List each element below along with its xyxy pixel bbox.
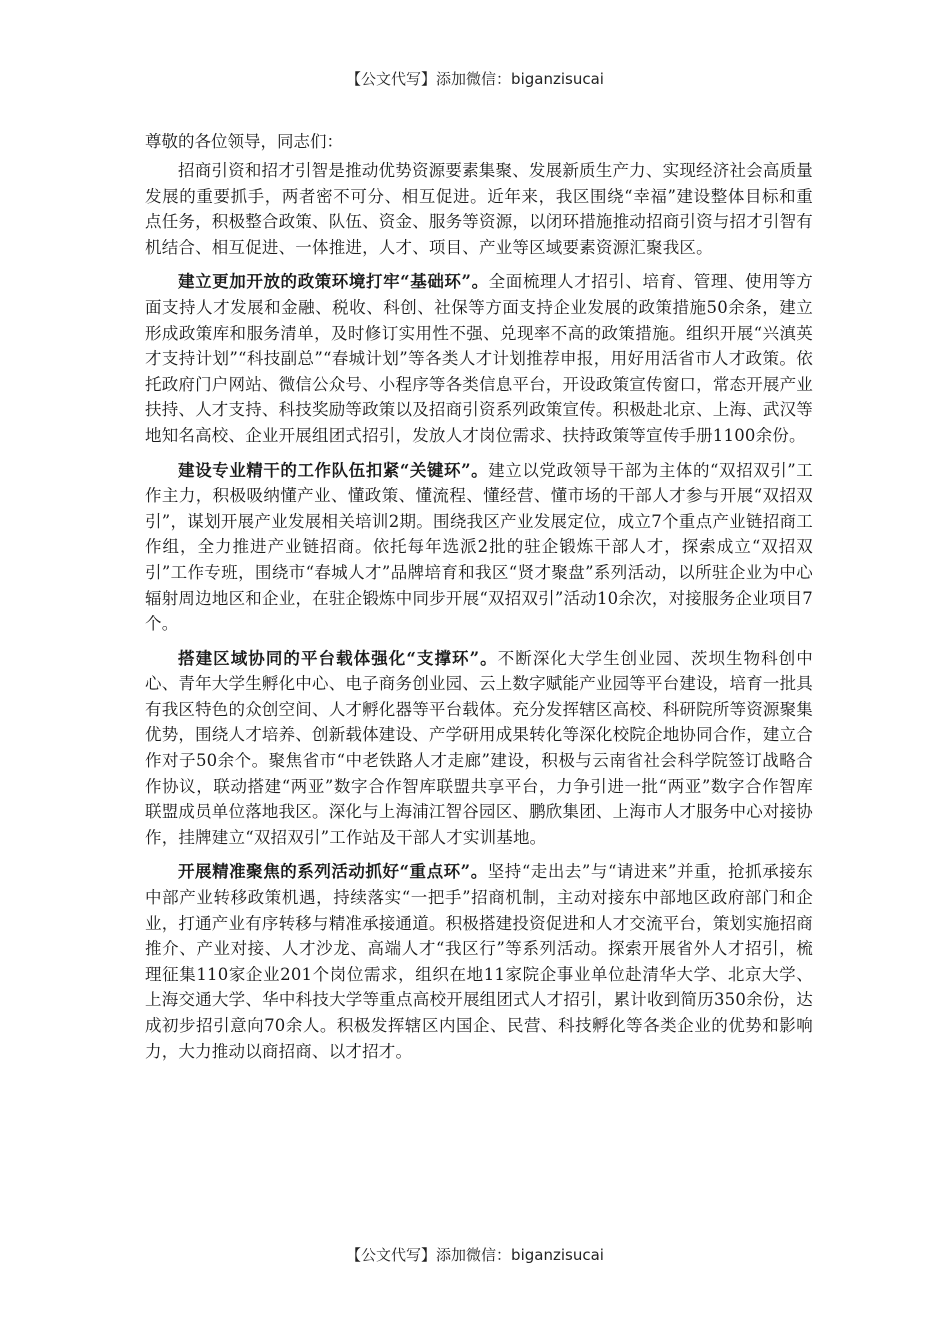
salutation: 尊敬的各位领导，同志们： <box>145 132 343 151</box>
paragraph-work-team <box>145 458 813 637</box>
paragraph-heading: 建设专业精干的工作队伍扣紧“关键环”。 <box>178 460 489 480</box>
paragraph-platform <box>145 646 813 851</box>
page-header: 【公文代写】添加微信：biganzisucai <box>346 70 604 88</box>
paragraph-heading: 建立更加开放的政策环境打牢“基础环”。 <box>178 272 489 292</box>
paragraph-body: 全面梳理人才招引、培育、管理、使用等方面支持人才发展和金融、税收、科创、社保等方面支持企业发展的政策措施50余条，建立形成政策库和服务清单，及时修订实用性不强、兑现率不高的政策措施。组织开展“兴滇英才支持计划”“科技副总”“春城计划”等各类人才计划推荐申报，用好用活省市人才政策。依托政府门户网站、微信公众号、小程序等各类信息平台，开设政策宣传窗口，常态开展产业扶持、人才支持、科技奖励等政策以及招商引资系列政策宣传。积极赴北京、上海、武汉等地知名高校、企业开展组团式招引，发放人才岗位需求、扶持政策等宣传手册1100余份。 <box>145 272 813 445</box>
paragraph-body: 招商引资和招才引智是推动优势资源要素集聚、发展新质生产力、实现经济社会高质量发展的重要抓手，两者密不可分、相互促进。近年来，我区围绕“幸福”建设整体目标和重点任务，积极整合政策、队伍、资金、服务等资源，以闭环措施推动招商引资与招才引智有机结合、相互促进、一体推进，人才、项目、产业等区域要素资源汇聚我区。 <box>145 161 813 257</box>
paragraph-heading: 开展精准聚焦的系列活动抓好“重点环”。 <box>178 862 488 882</box>
paragraph-policy-environment <box>145 269 813 448</box>
paragraph-intro <box>145 158 813 260</box>
paragraph-activities <box>145 859 813 1064</box>
document-body <box>145 128 813 1073</box>
page-footer: 【公文代写】添加微信：biganzisucai <box>346 1246 604 1264</box>
paragraph-heading: 搭建区域协同的平台载体强化“支撑环”。 <box>178 648 498 668</box>
paragraph-body: 不断深化大学生创业园、茨坝生物科创中心、青年大学生孵化中心、电子商务创业园、云上数字赋能产业园等平台建设，培育一批具有我区特色的众创空间、人才孵化器等平台载体。充分发挥辖区高校、科研院所等资源聚集优势，围绕人才培养、创新载体建设、产学研用成果转化等深化校院企地协同合作，建立合作对子50余个。聚焦省市“中老铁路人才走廊”建设，积极与云南省社会科学院签订战略合作协议，联动搭建“两亚”数字合作智库联盟共享平台，力争引进一批“两亚”数字合作智库联盟成员单位落地我区。深化与上海浦江智谷园区、鹏欣集团、上海市人才服务中心对接协作，挂牌建立“双招双引”工作站及干部人才实训基地。 <box>145 648 813 847</box>
paragraph-body: 建立以党政领导干部为主体的“双招双引”工作主力，积极吸纳懂产业、懂政策、懂流程、懂经营、懂市场的干部人才参与开展“双招双引”，谋划开展产业发展相关培训2期。围绕我区产业发展定位，成立7个重点产业链招商工作组，全力推进产业链招商。依托每年选派2批的驻企锻炼干部人才，探索成立“双招双引”工作专班，围绕市“春城人才”品牌培育和我区“贤才聚盘”系列活动，以所驻企业为中心辐射周边地区和企业，在驻企锻炼中同步开展“双招双引”活动10余次，对接服务企业项目7个。 <box>145 460 813 634</box>
paragraph-body: 坚持“走出去”与“请进来”并重，抢抓承接东中部产业转移政策机遇，持续落实“一把手”招商机制，主动对接东中部地区政府部门和企业，打通产业有序转移与精准承接通道。积极搭建投资促进和人才交流平台，策划实施招商推介、产业对接、人才沙龙、高端人才“我区行”等系列活动。探索开展省外人才招引，梳理征集110家企业201个岗位需求，组织在地11家院企事业单位赴清华大学、北京大学、上海交通大学、华中科技大学等重点高校开展组团式人才招引，累计收到简历350余份，达成初步招引意向70余人。积极发挥辖区内国企、民营、科技孵化等各类企业的优势和影响力，大力推动以商招商、以才招才。 <box>145 862 813 1061</box>
